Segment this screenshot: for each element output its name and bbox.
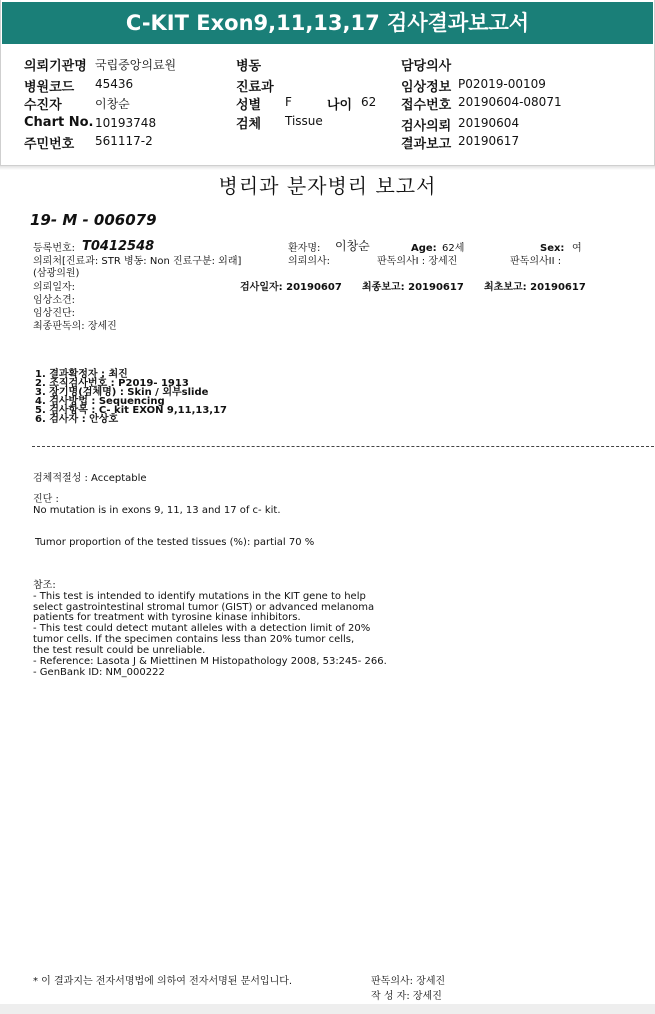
tumor-proportion: Tumor proportion of the tested tissues (%): partial 70 %	[35, 537, 315, 548]
patient-value: 이창순	[95, 97, 130, 111]
item-3: 3. 장기명(검체명) : Skin / 외부slide	[35, 387, 209, 398]
reference-line-3: patients for treatment with tyrosine kinase inhibitors.	[33, 612, 301, 623]
requester-line: 의뢰처[진료과: STR 병동: Non 진료구분: 외래]	[33, 256, 242, 267]
first-report-date: 최초보고: 20190617	[484, 282, 586, 293]
reference-line-8: - GenBank ID: NM_000222	[33, 667, 165, 678]
reference-line-2: select gastrointestinal stromal tumor (GIST) or advanced melanoma	[33, 602, 375, 613]
request-date-label: 검사의뢰	[401, 119, 452, 134]
resident-no-label: 주민번호	[24, 137, 75, 152]
clinical-info-label: 임상정보	[401, 80, 452, 95]
sex-label: 성별	[236, 98, 262, 113]
footer-band	[0, 1004, 655, 1014]
department-label: 진료과	[236, 80, 274, 95]
report-title: 병리과 분자병리 보고서	[218, 174, 437, 198]
reference-label: 참조:	[33, 580, 56, 591]
item-5: 5. 검사항목 : C- kit EXON 9,11,13,17	[35, 405, 228, 416]
resident-no-value: 561117-2	[95, 134, 153, 148]
final-report-date: 최종보고: 20190617	[362, 282, 464, 293]
sex-label-body: Sex:	[540, 243, 565, 254]
requesting-doctor: 의뢰의사:	[288, 256, 331, 267]
request-date-value: 20190604	[458, 116, 520, 130]
reference-line-7: - Reference: Lasota J & Miettinen M Histopathology 2008, 53:245- 266.	[33, 656, 387, 667]
institution-value: 국립중앙의료원	[95, 58, 177, 72]
age-value: 62	[361, 95, 377, 109]
item-6: 6. 검사자 : 안상호	[35, 414, 119, 425]
clinical-diagnosis: 임상진단:	[33, 308, 76, 319]
attending-doctor-label: 담당의사	[401, 59, 452, 74]
reference-line-6: the test result could be unreliable.	[33, 645, 206, 656]
e-signature-note: * 이 결과지는 전자서명법에 의하여 전자서명된 문서입니다.	[33, 976, 293, 987]
registration-label: 등록번호:	[33, 243, 76, 254]
result-report-value: 20190617	[458, 134, 520, 148]
final-pathologist: 최종판독의: 장세진	[33, 321, 117, 332]
exam-date: 검사일자: 20190607	[240, 282, 342, 293]
hospital-code-value: 45436	[95, 77, 134, 91]
adequacy: 검체적절성 : Acceptable	[33, 473, 147, 484]
result-report-label: 결과보고	[401, 137, 452, 152]
accession-label: 접수번호	[401, 98, 452, 113]
institution-name: (삼광의원)	[33, 268, 80, 279]
patient-label: 수진자	[24, 98, 62, 113]
reference-line-1: - This test is intended to identify mutations in the KIT gene to help	[33, 591, 366, 602]
sex-value: F	[285, 95, 292, 109]
item-2: 2. 조직검사번호 : P2019- 1913	[35, 378, 189, 389]
age-label-body: Age:	[411, 243, 437, 254]
registration-value: T0412548	[82, 239, 155, 254]
ward-label: 병동	[236, 59, 262, 74]
reference-line-4: - This test could detect mutant alleles with a detection limit of 20%	[33, 623, 371, 634]
age-value-body: 62세	[442, 243, 465, 254]
item-4: 4. 검사방법 : Sequencing	[35, 396, 165, 407]
section-divider	[32, 446, 654, 447]
institution-label: 의뢰기관명	[24, 59, 87, 74]
reference-line-5: tumor cells. If the specimen contains less than 20% tumor cells,	[33, 634, 355, 645]
diagnosis-text: No mutation is in exons 9, 11, 13 and 17 of c- kit.	[33, 505, 281, 516]
footer-pathologist: 판독의사: 장세진	[371, 976, 446, 987]
sex-value-body: 여	[572, 243, 582, 254]
chart-no-label: Chart No.	[24, 115, 94, 130]
item-1: 1. 결과확정자 : 최진	[35, 369, 128, 380]
footer-author: 작 성 자: 장세진	[371, 991, 442, 1002]
pathologist-2: 판독의사II :	[510, 256, 562, 267]
hospital-code-label: 병원코드	[24, 80, 75, 95]
specimen-label: 검체	[236, 117, 262, 132]
chart-no-value: 10193748	[95, 116, 157, 130]
clinical-findings: 임상소견:	[33, 295, 76, 306]
patient-name-value: 이창순	[335, 239, 370, 253]
report-header-title: C-KIT Exon9,11,13,17 검사결과보고서	[2, 2, 653, 44]
report-number: 19- M - 006079	[30, 211, 157, 229]
age-label: 나이	[327, 98, 353, 113]
accession-value: 20190604-08071	[458, 95, 562, 109]
clinical-info-value: P02019-00109	[458, 77, 546, 91]
specimen-value: Tissue	[285, 114, 323, 128]
patient-name-label: 환자명:	[288, 243, 321, 254]
pathologist-1: 판독의사I : 장세진	[377, 256, 458, 267]
request-date-body: 의뢰일자:	[33, 282, 76, 293]
left-border	[0, 0, 1, 166]
diagnosis-label: 진단 :	[33, 494, 59, 505]
